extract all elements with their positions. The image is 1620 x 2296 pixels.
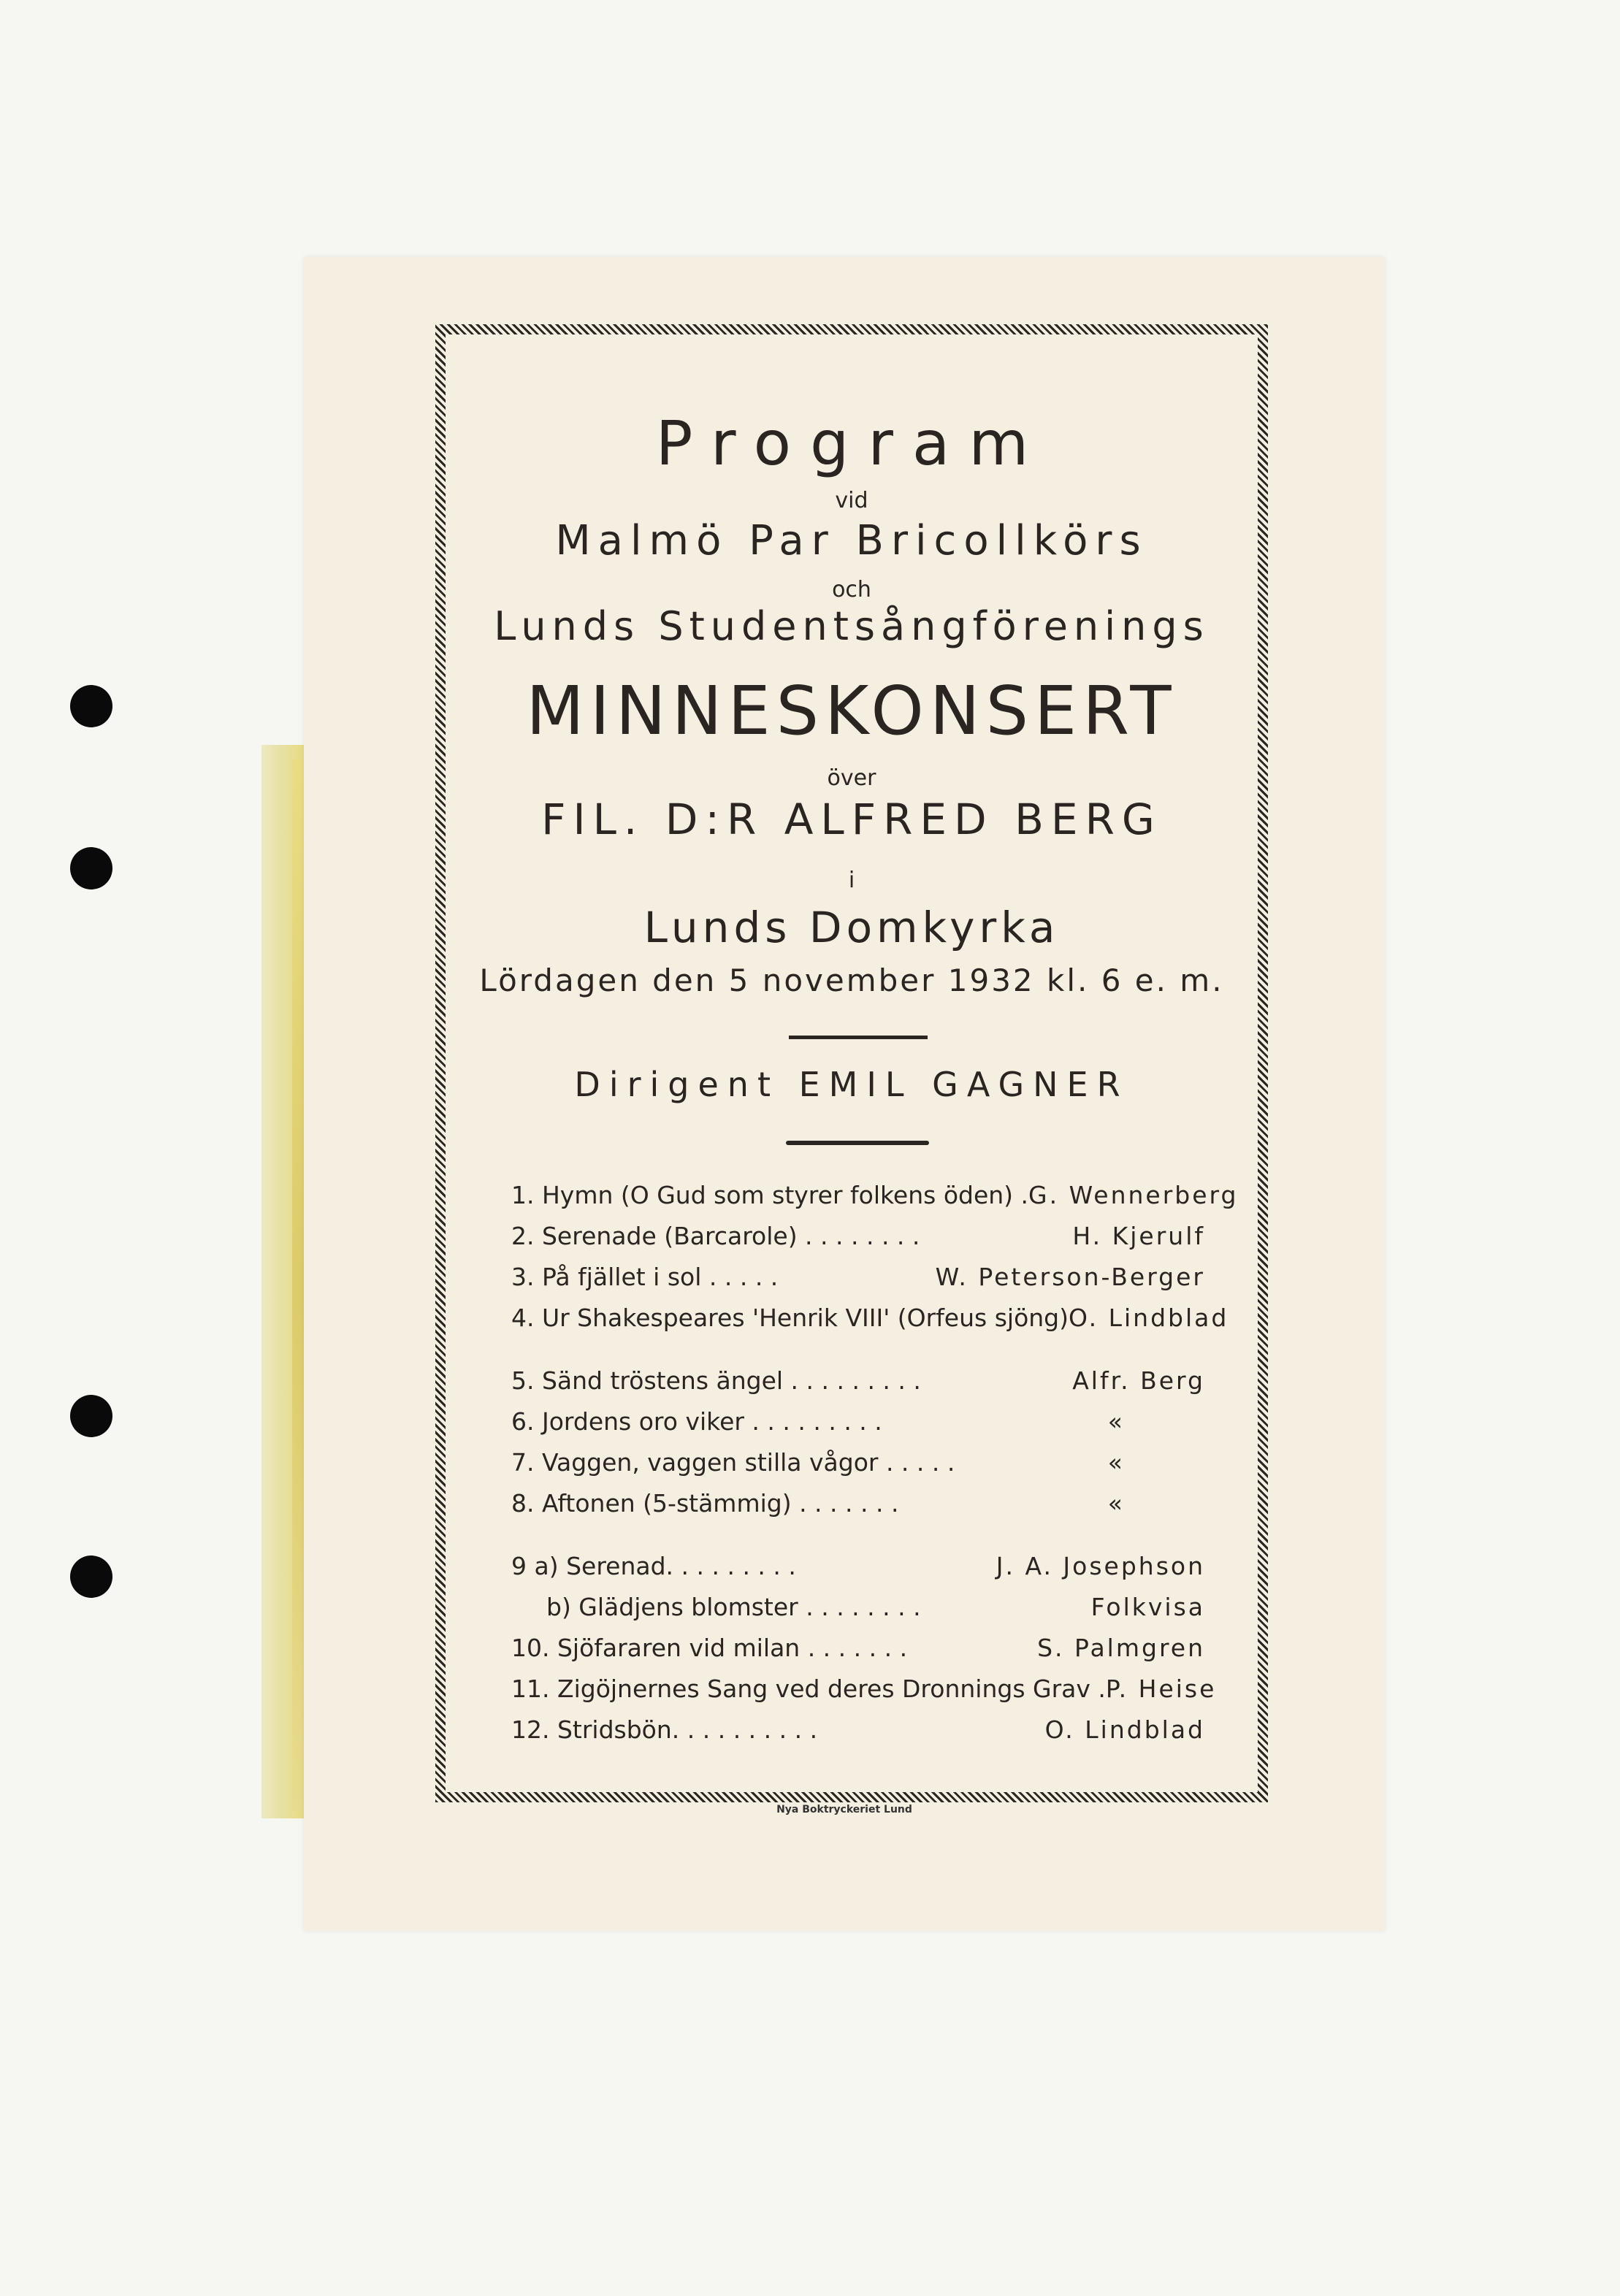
list-item: 2. Serenade (Barcarole) . . . . . . . . H. Kjerulf bbox=[511, 1221, 1205, 1250]
venue-name: Lunds Domkyrka bbox=[643, 903, 1060, 952]
printer-imprint: Nya Boktryckeriet Lund bbox=[776, 1804, 912, 1815]
list-item: 5. Sänd tröstens ängel . . . . . . . . . Alfr. Berg bbox=[511, 1366, 1205, 1395]
program-items bbox=[511, 1174, 1239, 1750]
program-title: Program bbox=[655, 407, 1048, 479]
choir1-name: Malmö Par Bricollkörs bbox=[555, 517, 1148, 565]
list-item: 7. Vaggen, vaggen stilla vågor . . . . . « bbox=[511, 1447, 1125, 1477]
list-item: 9 a) Serenad. . . . . . . . . J. A. Josephson bbox=[511, 1551, 1205, 1580]
divider-line bbox=[786, 1141, 929, 1145]
concert-date: Lördagen den 5 november 1932 kl. 6 e. m. bbox=[479, 963, 1224, 998]
honoree-name: FIL. D:R ALFRED BERG bbox=[541, 795, 1162, 844]
och-text: och bbox=[832, 577, 871, 602]
list-item: 6. Jordens oro viker . . . . . . . . . « bbox=[511, 1407, 1125, 1436]
over-text: över bbox=[827, 765, 876, 791]
divider-line bbox=[789, 1036, 928, 1039]
event-title: MINNESKONSERT bbox=[526, 672, 1177, 750]
punch-hole bbox=[70, 1395, 112, 1437]
punch-hole bbox=[70, 1555, 112, 1598]
list-item: 11. Zigöjnernes Sang ved deres Dronnings Grav . P. Heise bbox=[511, 1674, 1217, 1703]
list-item: b) Glädjens blomster . . . . . . . . Folkvisa bbox=[546, 1592, 1205, 1621]
list-item: 8. Aftonen (5-stämmig) . . . . . . . « bbox=[511, 1488, 1125, 1518]
conductor-line: Dirigent EMIL GAGNER bbox=[574, 1065, 1129, 1104]
list-item: 12. Stridsbön. . . . . . . . . . O. Lindblad bbox=[511, 1715, 1205, 1744]
program-content bbox=[446, 334, 1258, 1792]
punch-hole bbox=[70, 685, 112, 727]
list-item: 3. På fjället i sol . . . . . W. Peterson-Berger bbox=[511, 1262, 1205, 1291]
list-item: 1. Hymn (O Gud som styrer folkens öden) . G. Wennerberg bbox=[511, 1180, 1239, 1209]
list-item: 10. Sjöfararen vid milan . . . . . . . S. Palmgren bbox=[511, 1633, 1205, 1662]
i-text: i bbox=[848, 868, 855, 893]
program-sheet bbox=[304, 257, 1385, 1931]
choir2-name: Lunds Studentsångförenings bbox=[494, 603, 1210, 649]
punch-hole bbox=[70, 847, 112, 889]
list-item: 4. Ur Shakespeares 'Henrik VIII' (Orfeus sjöng) O. Lindblad bbox=[511, 1303, 1229, 1332]
vid-text: vid bbox=[835, 488, 868, 513]
